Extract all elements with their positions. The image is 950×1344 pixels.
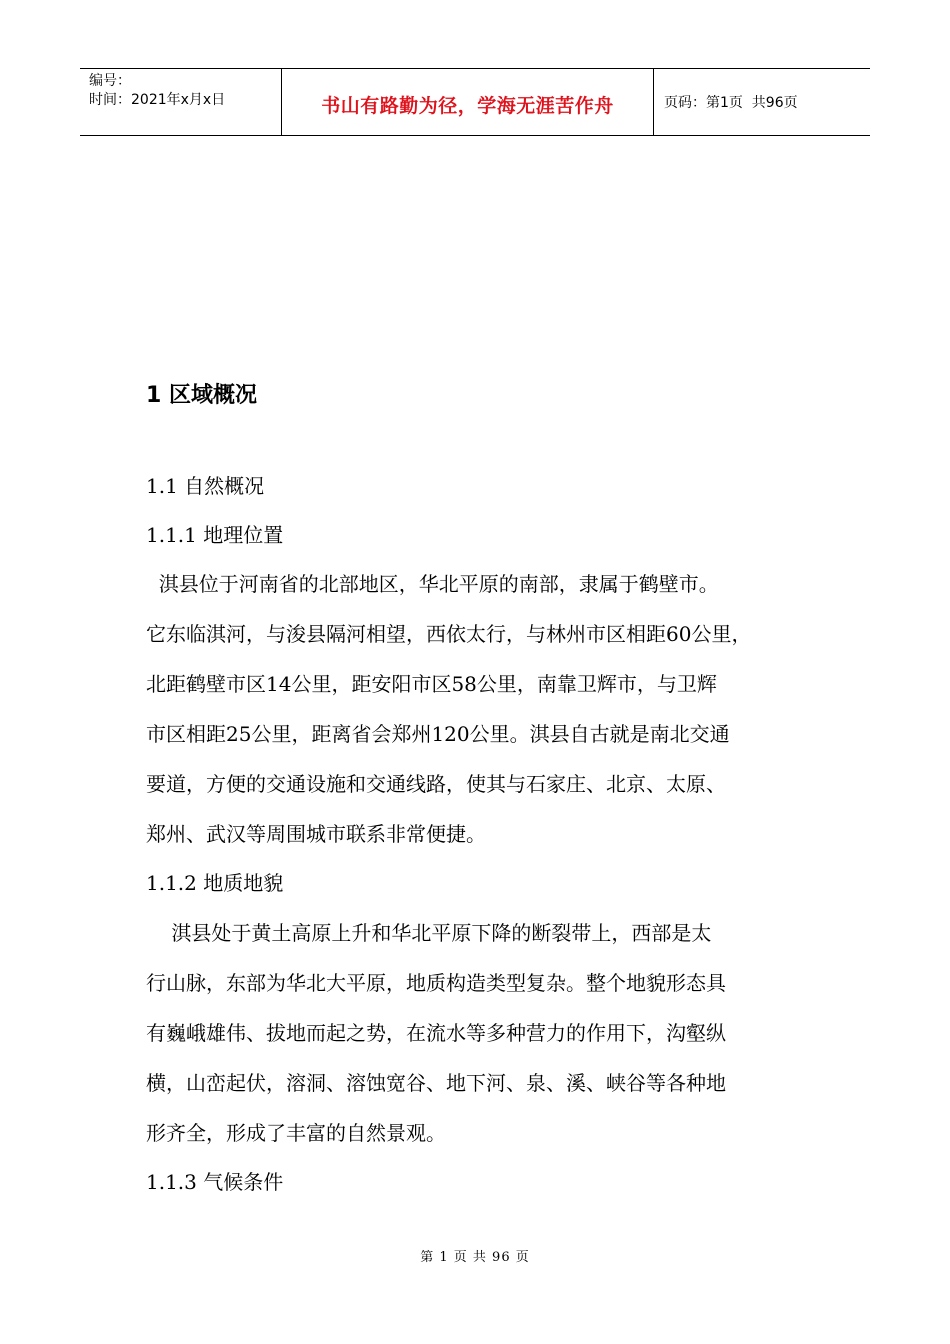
paragraph-line: 淇县位于河南省的北部地区，华北平原的南部，隶属于鹤壁市。	[146, 572, 719, 596]
header-info-cell	[80, 69, 282, 135]
serial-number-label: 编号：	[89, 73, 131, 89]
subsubsection-heading: 1.1.3 气候条件	[146, 1170, 284, 1194]
paragraph-line: 淇县处于黄土高原上升和华北平原下降的断裂带上，西部是太	[146, 921, 712, 945]
paragraph-line: 它东临淇河，与浚县隔河相望，西依太行，与林州市区相距60公里，	[146, 622, 752, 646]
paragraph-line: 郑州、武汉等周围城市联系非常便捷。	[146, 822, 486, 846]
footer-page-number: 第 1 页 共 96 页	[420, 1250, 530, 1265]
paragraph-line: 行山脉，东部为华北大平原，地质构造类型复杂。整个地貌形态具	[146, 971, 726, 995]
page-info: 页码：第1页 共96页	[664, 95, 798, 111]
paragraph-line: 有巍峨雄伟、拔地而起之势，在流水等多种营力的作用下，沟壑纵	[146, 1021, 726, 1045]
subsubsection-heading: 1.1.2 地质地貌	[146, 871, 284, 895]
subsubsection-heading: 1.1.1 地理位置	[146, 523, 284, 547]
paragraph-line: 横，山峦起伏，溶洞、溶蚀宽谷、地下河、泉、溪、峡谷等各种地	[146, 1071, 726, 1095]
subsection-heading: 1.1 自然概况	[146, 474, 265, 498]
paragraph-line: 要道，方便的交通设施和交通线路，使其与石家庄、北京、太原、	[146, 772, 726, 796]
paragraph-line: 北距鹤壁市区14公里，距安阳市区58公里，南靠卫辉市，与卫辉	[146, 672, 717, 696]
motto-text: 书山有路勤为径，学海无涯苦作舟	[321, 94, 614, 117]
paragraph-line: 形齐全，形成了丰富的自然景观。	[146, 1121, 446, 1145]
header-page-cell	[654, 69, 870, 135]
document-header	[80, 68, 870, 136]
paragraph-line: 市区相距25公里，距离省会郑州120公里。淇县自古就是南北交通	[146, 722, 730, 746]
date-line: 时间：2021年x月x日	[89, 92, 226, 108]
page-footer	[0, 1246, 950, 1265]
section-heading: 1 区域概况	[146, 383, 257, 408]
header-motto-cell	[282, 69, 654, 135]
